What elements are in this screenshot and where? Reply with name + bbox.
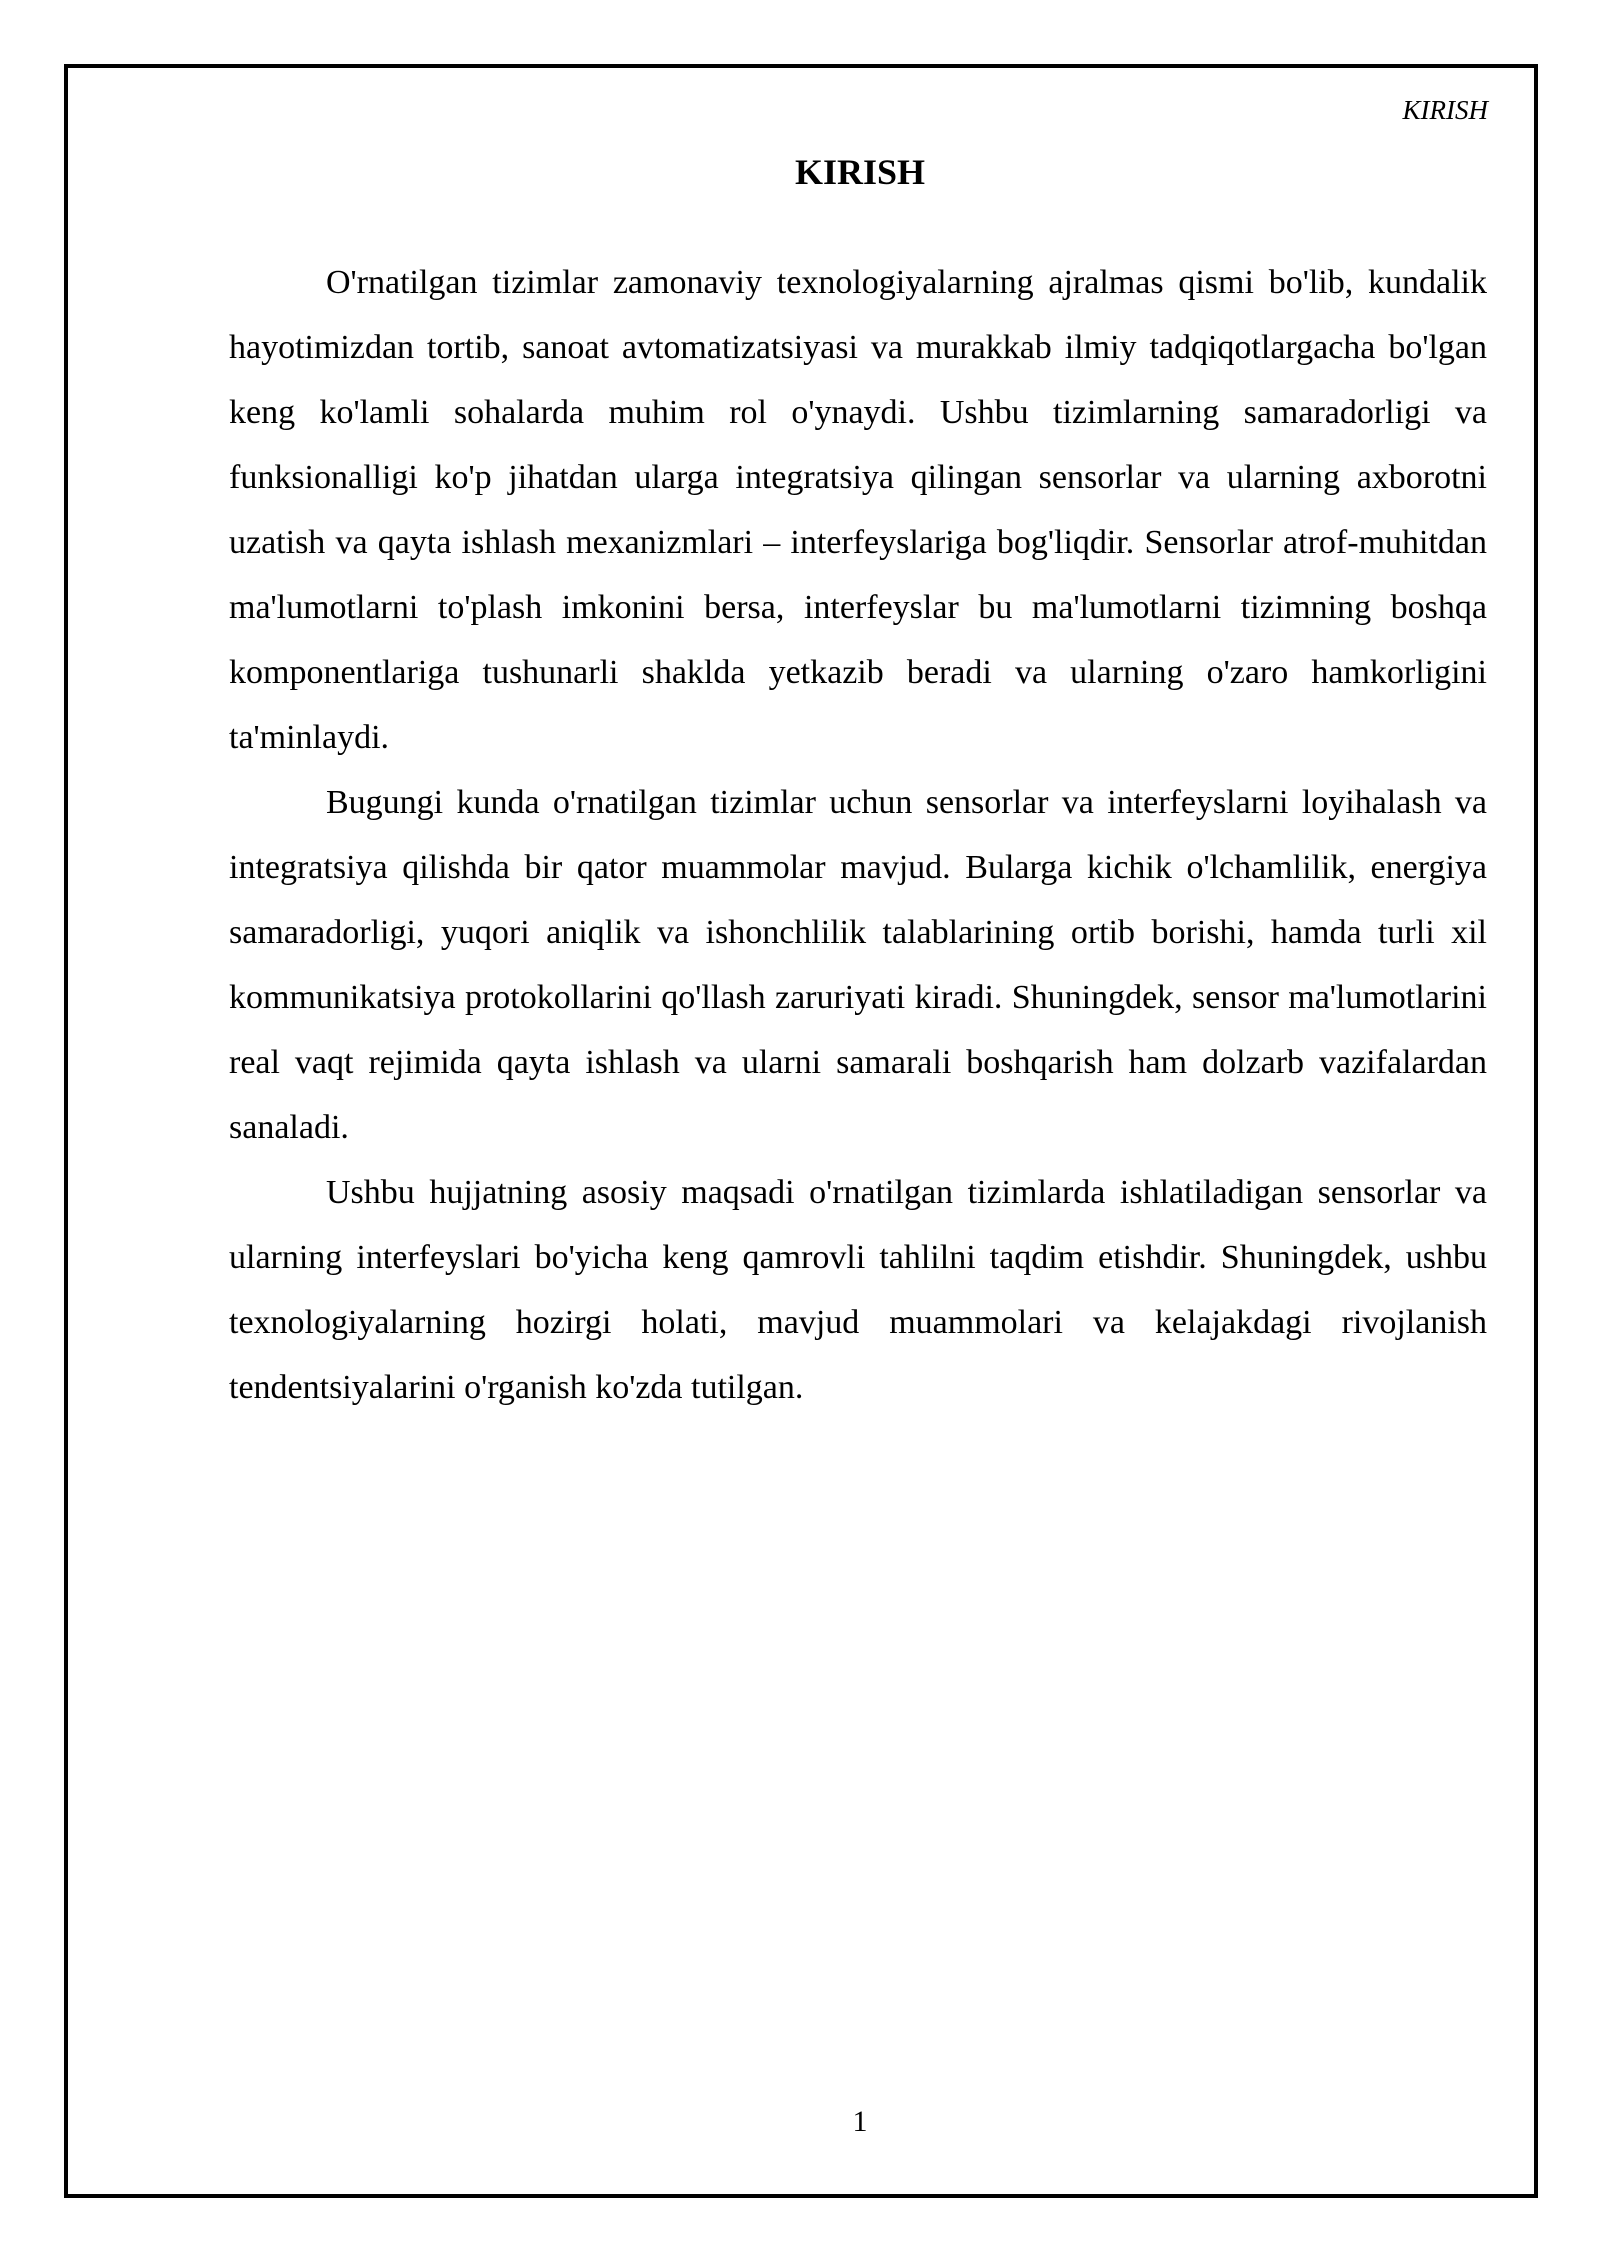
body-text [229,250,1487,1420]
running-header: KIRISH [1402,95,1488,125]
paragraph-2: Bugungi kunda o'rnatilgan tizimlar uchun sensorlar va interfeyslarni loyihalash va integratsiya qilishda bir qator muammolar mavjud. Bularga kichik o'lchamlilik, energiya samaradorligi, yuqori aniqlik va ishonchlilik talablarining ortib borishi, hamda turli xil kommunikatsiya protokollarini qo'llash zaruriyati kiradi. Shuningdek, sensor ma'lumotlarini real vaqt rejimida qayta ishlash va ularni samarali boshqarish ham dolzarb vazifalardan sanaladi. [229,784,1487,1146]
paragraph-1: O'rnatilgan tizimlar zamonaviy texnologiyalarning ajralmas qismi bo'lib, kundalik hayotimizdan tortib, sanoat avtomatizatsiyasi va murakkab ilmiy tadqiqotlargacha bo'lgan keng ko'lamli sohalarda muhim rol o'ynaydi. Ushbu tizimlarning samaradorligi va funksionalligi ko'p jihatdan ularga integratsiya qilingan sensorlar va ularning axborotni uzatish va qayta ishlash mexanizmlari – interfeyslariga bog'liqdir. Sensorlar atrof-muhitdan ma'lumotlarni to'plash imkonini bersa, interfeyslar bu ma'lumotlarni tizimning boshqa komponentlariga tushunarli shaklda yetkazib beradi va ularning o'zaro hamkorligini ta'minlaydi. [229,264,1487,756]
page-number: 1 [852,2105,868,2138]
paragraph-3: Ushbu hujjatning asosiy maqsadi o'rnatilgan tizimlarda ishlatiladigan sensorlar va ularning interfeyslari bo'yicha keng qamrovli tahlilni taqdim etishdir. Shuningdek, ushbu texnologiyalarning hozirgi holati, mavjud muammolari va kelajakdagi rivojlanish tendentsiyalarini o'rganish ko'zda tutilgan. [229,1174,1487,1406]
page-title: KIRISH [794,152,926,192]
